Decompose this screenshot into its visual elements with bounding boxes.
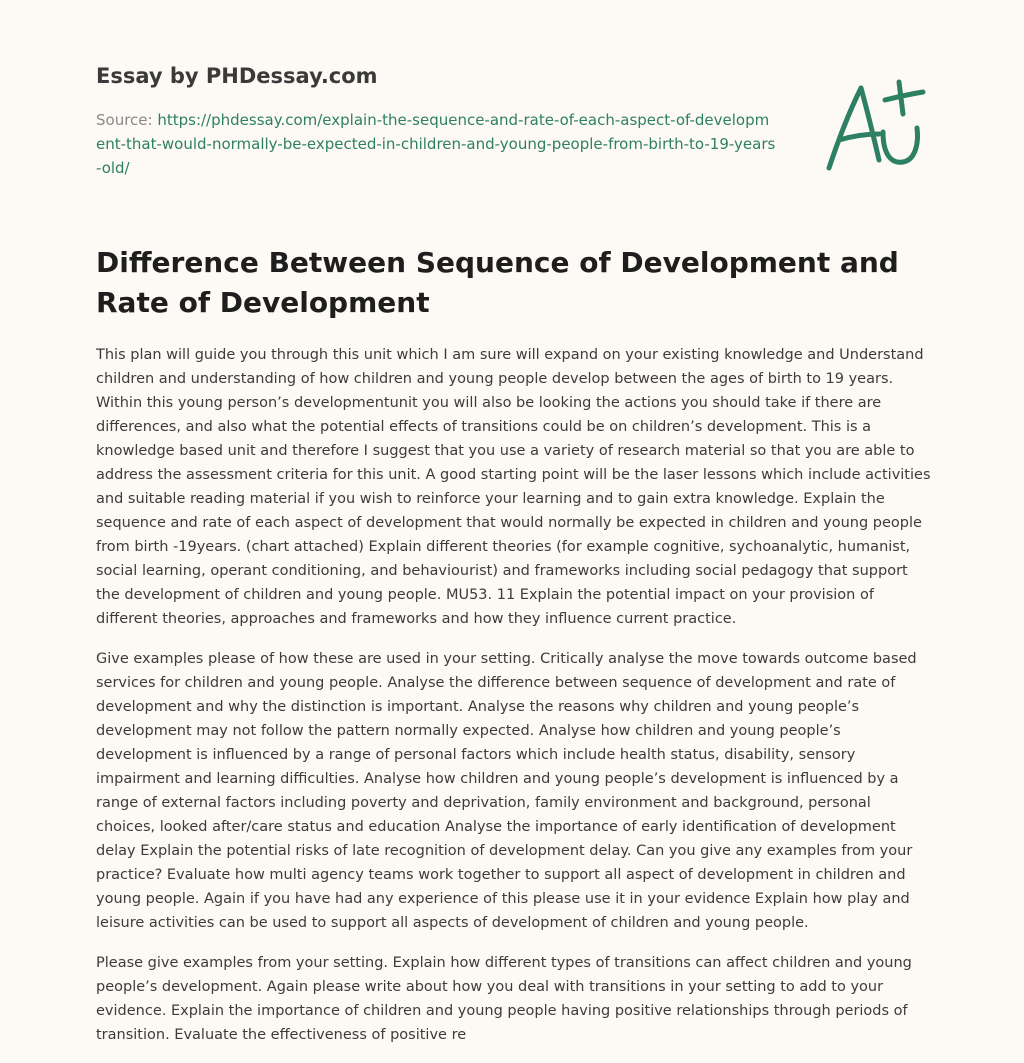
source-link[interactable]: https://phdessay.com/explain-the-sequence-and-rate-of-each-aspect-of-development-that-would-normally-be-expected-in-children-and-young-people-from-birth-to-19-years-old/ [96,111,776,177]
a-plus-logo-icon [823,78,929,174]
site-title: Essay by PHDessay.com [96,64,378,88]
essay-title: Difference Between Sequence of Development and Rate of Development [96,246,899,319]
source-label: Source: [96,111,158,129]
essay-paragraph: Give examples please of how these are used in your setting. Critically analyse the move towards outcome based services for children and young people. Analyse the difference between sequence of development and rate of development and why the distinction is important. Analyse the reasons why children and young people’s development may not follow the pattern normally expected. Analyse how children and young people’s development is influenced by a range of personal factors which include health status, disability, sensory impairment and learning difficulties. Analyse how children and young people’s development is influenced by a range of external factors including poverty and deprivation, family environment and background, personal choices, looked after/care status and education Analyse the importance of early identification of development delay Explain the potential risks of late recognition of development delay. Can you give any examples from your practice? Evaluate how multi agency teams work together to support all aspect of development in children and young people. Again if you have had any experience of this please use it in your evidence Explain how play and leisure activities can be used to support all aspects of development of children and young people. [96,651,917,931]
essay-body [96,343,934,1063]
essay-paragraph: This plan will guide you through this unit which I am sure will expand on your existing knowledge and Understand children and understanding of how children and young people develop between the ages of birth to 19 years. Within this young person’s developmentunit you will also be looking the actions you should take if there are differences, and also what the potential effects of transitions could be on children’s development. This is a knowledge based unit and therefore I suggest that you use a variety of research material so that you are able to address the assessment criteria for this unit. A good starting point will be the laser lessons which include activities and suitable reading material if you wish to reinforce your learning and to gain extra knowledge. Explain the sequence and rate of each aspect of development that would normally be expected in children and young people from birth -19years. (chart attached) Explain different theories (for example cognitive, sychoanalytic, humanist, social learning, operant conditioning, and behaviourist) and frameworks including social pedagogy that support the development of children and young people. MU53. 11 Explain the potential impact on your provision of different theories, approaches and frameworks and how they influence current practice. [96,347,931,627]
essay-paragraph: Please give examples from your setting. Explain how different types of transitions can affect children and young people’s development. Again please write about how you deal with transitions in your setting to add to your evidence. Explain the importance of children and young people having positive relationships through periods of transition. Evaluate the effectiveness of positive re [96,955,912,1043]
source-line [96,108,776,180]
